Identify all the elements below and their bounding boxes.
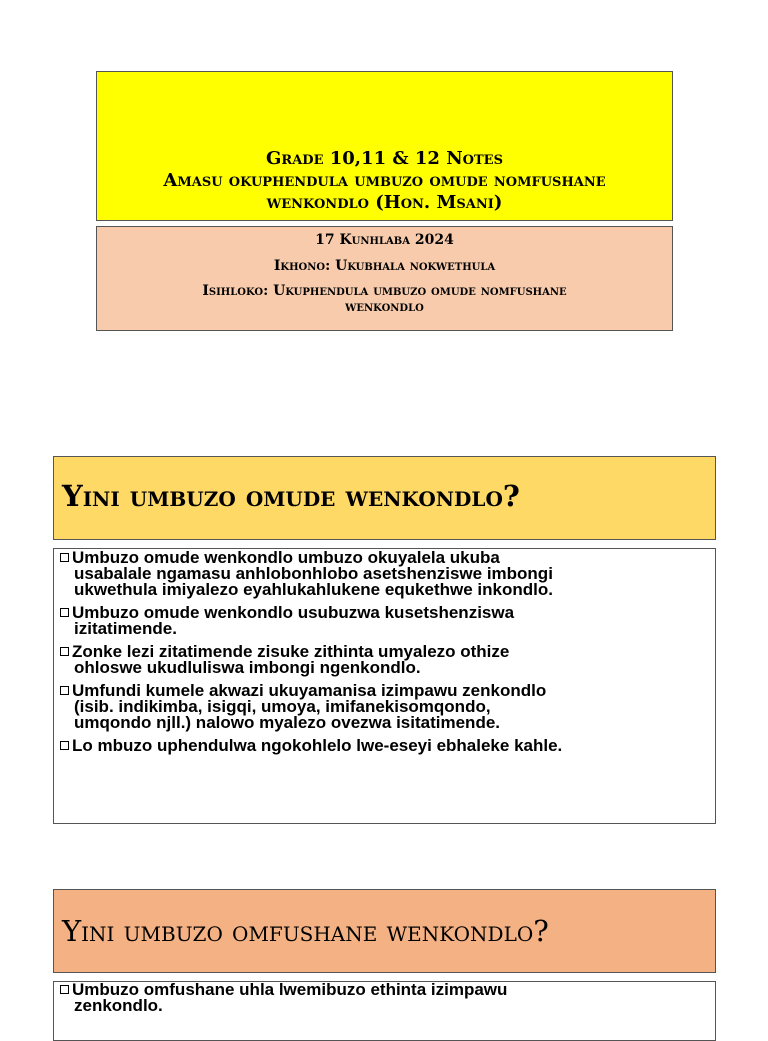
lesson-subject-line-2: wenkondlo bbox=[345, 299, 424, 315]
bullet-text-line: Zonke lezi zitatimende zisuke zithinta umyalezo othize bbox=[72, 642, 510, 661]
bullet-item bbox=[60, 605, 711, 637]
lesson-subject-line-1: Isihloko: Ukuphendula umbuzo omude nomfushane bbox=[202, 283, 567, 299]
bullet-text-line: Umbuzo omude wenkondlo usubuzwa kusetshenziswa bbox=[72, 603, 515, 622]
section1-heading-box bbox=[53, 456, 716, 540]
bullet-text-line: Umbuzo omude wenkondlo umbuzo okuyalela ukuba bbox=[72, 548, 500, 567]
bullet-text-line: ohloswe ukudluliswa imbongi ngenkondlo. bbox=[74, 658, 421, 677]
bullet-item bbox=[60, 982, 711, 1014]
title-line-2: Amasu okuphendula umbuzo omude nomfushane bbox=[163, 170, 606, 191]
section2-heading-box bbox=[53, 889, 716, 973]
bullet-text-line: usabalale ngamasu anhlobonhlobo asetshenziswe imbongi bbox=[74, 564, 553, 583]
bullet-item bbox=[60, 644, 711, 676]
checkbox-bullet-icon bbox=[60, 608, 69, 617]
bullet-text-line: Lo mbuzo uphendulwa ngokohlelo lwe-eseyi ebhaleke kahle. bbox=[72, 736, 563, 755]
title-line-3: wenkondlo (Hon. Msani) bbox=[266, 192, 503, 213]
checkbox-bullet-icon bbox=[60, 686, 69, 695]
section2-list bbox=[53, 981, 716, 1041]
bullet-text-line: zenkondlo. bbox=[74, 996, 163, 1015]
bullet-text-line: Umbuzo omfushane uhla lwemibuzo ethinta izimpawu bbox=[72, 981, 508, 999]
checkbox-bullet-icon bbox=[60, 647, 69, 656]
section1-list bbox=[53, 548, 716, 824]
bullet-text-line: izitatimende. bbox=[74, 619, 177, 638]
checkbox-bullet-icon bbox=[60, 985, 69, 994]
lesson-date: 17 Kunhlaba 2024 bbox=[315, 232, 454, 248]
bullet-item bbox=[60, 738, 711, 754]
bullet-text-line: Umfundi kumele akwazi ukuyamanisa izimpawu zenkondlo bbox=[72, 681, 547, 700]
section1-heading: Yini umbuzo omude wenkondlo? bbox=[62, 479, 520, 513]
lesson-topic: Ikhono: Ukubhala nokwethula bbox=[273, 258, 496, 274]
checkbox-bullet-icon bbox=[60, 553, 69, 562]
bullet-text-line: ukwethula imiyalezo eyahlukahlukene equkethwe inkondlo. bbox=[74, 580, 553, 599]
section2-heading: Yini umbuzo omfushane wenkondlo? bbox=[62, 914, 549, 948]
bullet-item bbox=[60, 683, 711, 731]
lesson-subject bbox=[97, 283, 672, 315]
checkbox-bullet-icon bbox=[60, 741, 69, 750]
bullet-item bbox=[60, 550, 711, 598]
bullet-text-line: umqondo njll.) nalowo myalezo ovezwa isitatimende. bbox=[74, 713, 501, 732]
bullet-text-line: (isib. indikimba, isigqi, umoya, imifanekisomqondo, bbox=[74, 697, 491, 716]
info-box bbox=[96, 226, 673, 331]
title-box bbox=[96, 71, 673, 221]
title-line-1: Grade 10,11 & 12 Notes bbox=[266, 148, 503, 169]
